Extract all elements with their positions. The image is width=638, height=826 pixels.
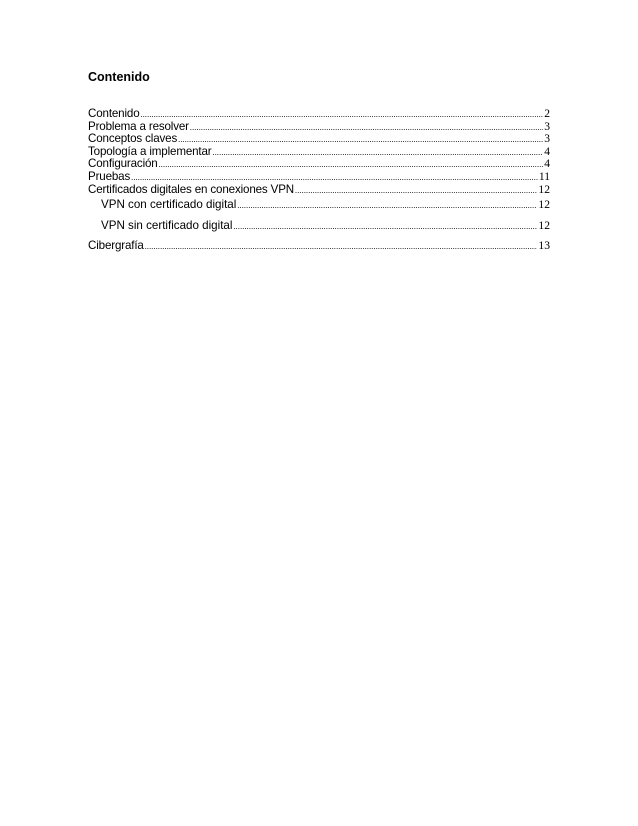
toc-dot-leader [145,241,538,254]
toc-entry-title: Pruebas [88,169,131,183]
toc-entry-vpn-sin-certificado[interactable] [88,220,550,233]
toc-entry-cibergrafia[interactable] [88,240,550,253]
toc-entry-page: 2 [544,107,550,120]
toc-entry-page: 12 [538,182,550,196]
toc-entry-conceptos-claves[interactable] [88,133,550,146]
toc-entry-title: Certificados digitales en conexiones VPN [88,182,295,196]
toc-entry-title: Topología a implementar [88,144,212,158]
toc-entry-certificados-digitales[interactable] [88,184,550,197]
toc-entry-title: Conceptos claves [88,132,178,146]
toc-dot-leader [141,109,544,122]
toc-dot-leader [237,200,537,213]
toc-dot-leader [295,185,537,198]
toc-entry-page: 12 [538,218,550,232]
toc-entry-pruebas[interactable] [88,171,550,184]
toc-entry-page: 4 [544,144,550,158]
toc-entry-page: 3 [544,132,550,146]
toc-entry-title: VPN sin certificado digital [101,218,233,232]
toc-dot-leader [159,159,544,172]
toc-entry-title: VPN con certificado digital [101,198,237,212]
toc-entry-vpn-con-certificado[interactable] [88,199,550,212]
toc-entry-title: Contenido [88,107,140,120]
toc-entry-title: Cibergrafía [88,239,144,253]
toc-entry-configuracion[interactable] [88,158,550,171]
toc-dot-leader [190,122,543,135]
toc-entry-title: Problema a resolver [88,119,189,133]
toc-dot-leader [178,134,543,147]
toc-entry-title: Configuración [88,157,158,171]
toc-entry-page: 4 [544,157,550,171]
toc-list [88,108,550,253]
toc-entry-contenido[interactable] [88,108,550,121]
toc-entry-page: 3 [544,119,550,133]
toc-entry-page: 11 [538,169,550,183]
toc-entry-page: 12 [538,198,550,212]
toc-entry-page: 13 [538,239,550,253]
toc-dot-leader [213,147,544,160]
toc-heading: Contenido [88,70,150,84]
toc-dot-leader [233,221,537,234]
